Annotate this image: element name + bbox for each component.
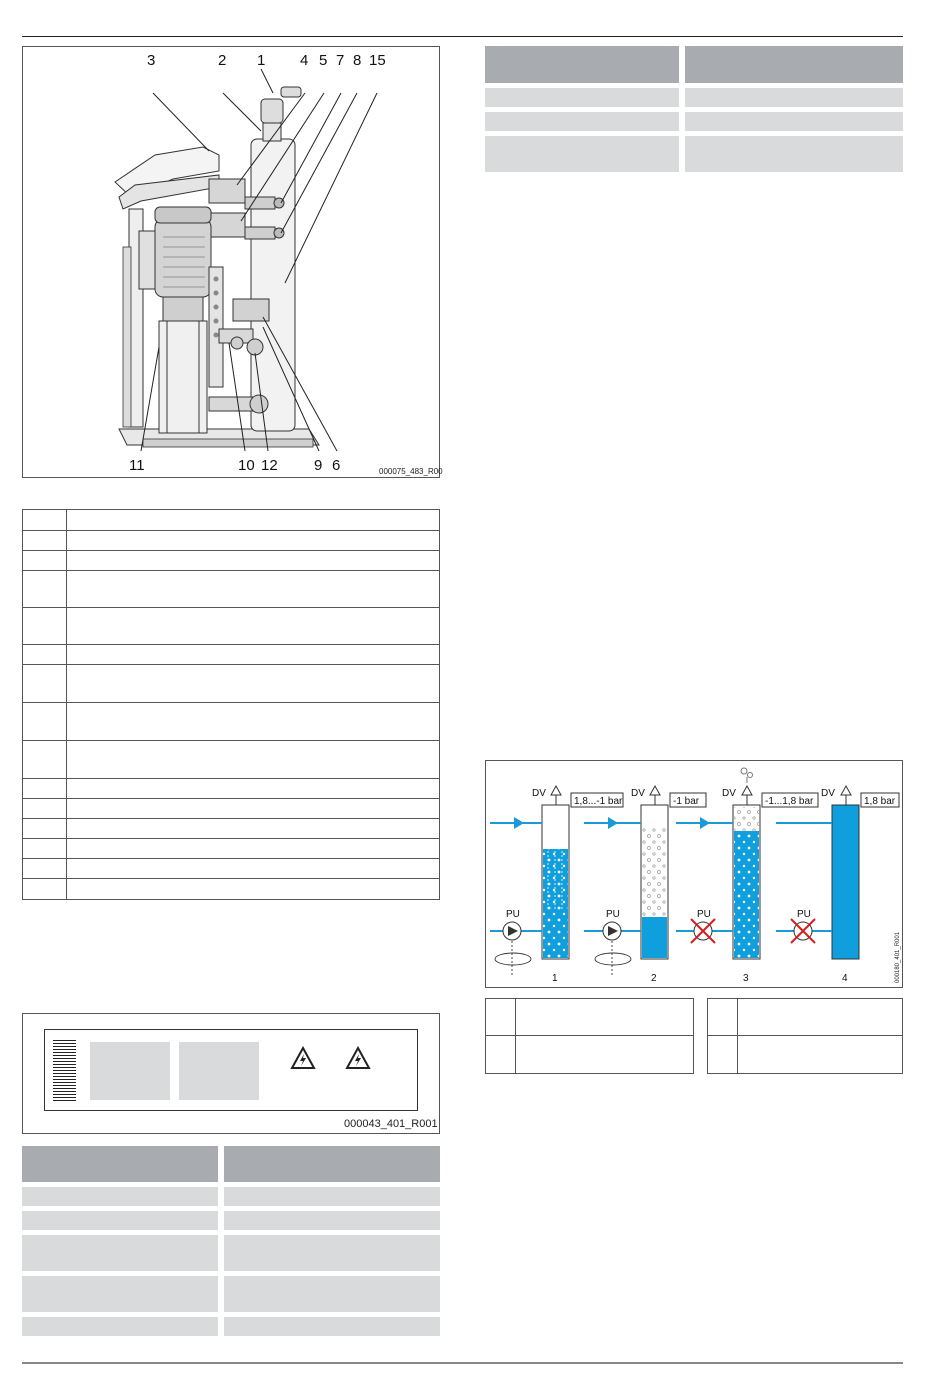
- stage-number-1: 1: [552, 973, 558, 984]
- callout-2: 2: [218, 52, 227, 69]
- pu-label-1: PU: [506, 909, 520, 920]
- pressure-label-2: -1 bar: [673, 796, 700, 807]
- process-illustration: [486, 761, 902, 987]
- legend-row: [23, 799, 439, 819]
- stage-4-column: [832, 805, 859, 959]
- pressure-label-4: 1,8 bar: [864, 796, 896, 807]
- dv-label-3: DV: [722, 788, 736, 799]
- dv-label-4: DV: [821, 788, 835, 799]
- high-voltage-warning-icon: [290, 1046, 316, 1070]
- callout-6: 6: [332, 457, 341, 474]
- pu-label-3: PU: [697, 909, 711, 920]
- pu-label-4: PU: [797, 909, 811, 920]
- legend-table-small-left: [485, 998, 694, 1074]
- legend-row: [23, 839, 439, 859]
- top-rule: [22, 36, 903, 37]
- stage-number-3: 3: [743, 973, 749, 984]
- pressure-label-3: -1...1,8 bar: [765, 796, 814, 807]
- legend-row: [23, 608, 439, 645]
- callout-15: 15: [369, 52, 386, 69]
- bottom-rule: [22, 1362, 903, 1364]
- callout-3: 3: [147, 52, 156, 69]
- legend-row: [23, 779, 439, 799]
- callout-10: 10: [238, 457, 255, 474]
- callout-12: 12: [261, 457, 278, 474]
- process-figure-code: 000180_401_R001: [895, 931, 901, 983]
- device-illustration: [23, 47, 439, 477]
- legend-row: [23, 531, 439, 551]
- callout-4: 4: [300, 52, 309, 69]
- plate-code: 000043_401_R001: [344, 1118, 438, 1130]
- high-voltage-warning-icon: [345, 1046, 371, 1070]
- plate-field: [179, 1042, 259, 1100]
- callout-11: 11: [129, 457, 145, 474]
- legend-row: [23, 645, 439, 665]
- callout-1: 1: [257, 52, 266, 69]
- legend-row: [23, 665, 439, 703]
- pu-label-2: PU: [606, 909, 620, 920]
- legend-table-small-right: [707, 998, 903, 1074]
- figure-code: 000075_483_R00: [379, 467, 443, 476]
- type-plate-figure: [22, 1013, 440, 1134]
- legend-row: [23, 819, 439, 839]
- legend-table: [22, 509, 440, 900]
- callout-9: 9: [314, 457, 323, 474]
- data-table-left: [22, 1146, 440, 1341]
- callout-8: 8: [353, 52, 362, 69]
- device-figure: [22, 46, 443, 478]
- stage-number-4: 4: [842, 973, 848, 984]
- stage-1-column: [542, 805, 569, 959]
- legend-row: [23, 859, 439, 879]
- dv-label-1: DV: [532, 788, 546, 799]
- barcode: [53, 1040, 76, 1102]
- legend-row: [23, 551, 439, 571]
- pressure-label-1: 1,8...-1 bar: [574, 796, 623, 807]
- stage-number-2: 2: [651, 973, 657, 984]
- stage-3-column: [733, 805, 760, 959]
- legend-row: [23, 741, 439, 779]
- degassing-process-diagram: [485, 760, 903, 988]
- dv-label-2: DV: [631, 788, 645, 799]
- legend-row: [23, 879, 439, 899]
- legend-row: [23, 571, 439, 608]
- data-table-right: [485, 46, 903, 177]
- plate-field: [90, 1042, 170, 1100]
- stage-2-column: [641, 805, 668, 959]
- callout-7: 7: [336, 52, 345, 69]
- type-plate: [44, 1029, 418, 1111]
- legend-row: [23, 703, 439, 741]
- legend-row: [23, 510, 439, 531]
- callout-5: 5: [319, 52, 328, 69]
- gas-release-icon: [741, 768, 753, 783]
